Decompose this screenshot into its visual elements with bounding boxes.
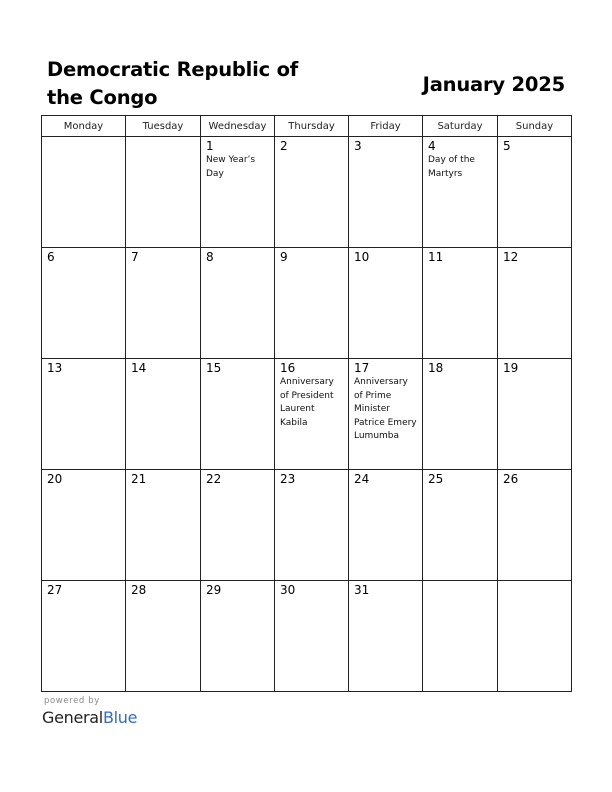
day-cell: [126, 359, 201, 470]
day-number: 24: [354, 472, 370, 486]
day-cell: [349, 137, 423, 248]
weekday-header: Tuesday: [126, 116, 201, 137]
day-cell: [126, 248, 201, 359]
day-cell: [42, 470, 126, 581]
holiday-label: Day of the Martyrs: [428, 155, 475, 179]
day-number: 1: [206, 139, 214, 153]
day-cell: [42, 581, 126, 692]
day-number: 3: [354, 139, 362, 153]
day-number: 12: [503, 250, 519, 264]
day-cell: [42, 137, 126, 248]
day-cell: [423, 470, 498, 581]
day-number: 31: [354, 583, 370, 597]
day-cell: [498, 581, 572, 692]
day-number: 29: [206, 583, 222, 597]
day-number: 9: [280, 250, 288, 264]
day-cell: [201, 581, 275, 692]
day-number: 30: [280, 583, 296, 597]
day-cell: [498, 248, 572, 359]
holiday-label: Anniversary of President Laurent Kabila: [280, 377, 334, 428]
day-number: 28: [131, 583, 147, 597]
day-number: 19: [503, 361, 519, 375]
day-cell: [275, 470, 349, 581]
day-number: 25: [428, 472, 444, 486]
day-number: 8: [206, 250, 214, 264]
day-cell: [42, 359, 126, 470]
weekday-header: Saturday: [423, 116, 498, 137]
day-cell: [201, 137, 275, 248]
day-number: 15: [206, 361, 222, 375]
day-number: 21: [131, 472, 147, 486]
day-number: 11: [428, 250, 444, 264]
footer-branding: [42, 695, 137, 728]
brand-part2: Blue: [102, 708, 138, 727]
calendar-grid: [41, 115, 572, 692]
day-cell: [126, 137, 201, 248]
day-cell: [201, 359, 275, 470]
day-cell: [423, 248, 498, 359]
day-number: 2: [280, 139, 288, 153]
weekday-header: Thursday: [275, 116, 349, 137]
week-row: [42, 581, 572, 692]
holiday-label: Anniversary of Prime Minister Patrice Emery Lumumba: [354, 377, 417, 441]
day-cell: [349, 470, 423, 581]
day-cell: [498, 470, 572, 581]
day-cell: [349, 359, 423, 470]
day-number: 26: [503, 472, 519, 486]
weekday-header: Friday: [349, 116, 423, 137]
day-cell: [201, 248, 275, 359]
week-row: [42, 248, 572, 359]
generalblue-logo[interactable]: [42, 708, 137, 728]
day-cell: [498, 359, 572, 470]
day-number: 5: [503, 139, 511, 153]
week-row: [42, 470, 572, 581]
day-number: 7: [131, 250, 139, 264]
day-number: 20: [47, 472, 63, 486]
weekday-header-row: [42, 116, 572, 137]
holiday-label: New Year’s Day: [206, 155, 256, 179]
day-number: 27: [47, 583, 63, 597]
day-number: 18: [428, 361, 444, 375]
day-number: 17: [354, 361, 370, 375]
day-number: 22: [206, 472, 222, 486]
month-year-title: January 2025: [422, 73, 565, 96]
day-number: 16: [280, 361, 296, 375]
week-row: [42, 359, 572, 470]
day-number: 23: [280, 472, 296, 486]
day-number: 14: [131, 361, 147, 375]
day-cell: [498, 137, 572, 248]
day-cell: [201, 470, 275, 581]
day-cell: [126, 470, 201, 581]
day-number: 13: [47, 361, 63, 375]
week-row: [42, 137, 572, 248]
day-cell: [349, 581, 423, 692]
day-cell: [423, 137, 498, 248]
day-cell: [423, 359, 498, 470]
weekday-header: Wednesday: [201, 116, 275, 137]
weekday-header: Sunday: [498, 116, 572, 137]
day-cell: [349, 248, 423, 359]
day-number: 10: [354, 250, 370, 264]
day-cell: [42, 248, 126, 359]
day-cell: [275, 581, 349, 692]
day-number: 6: [47, 250, 55, 264]
day-number: 4: [428, 139, 436, 153]
weekday-header: Monday: [42, 116, 126, 137]
day-cell: [126, 581, 201, 692]
brand-part1: General: [42, 708, 103, 727]
day-cell: [275, 137, 349, 248]
country-title: Democratic Republic of the Congo: [47, 58, 299, 109]
powered-by-text: powered by: [44, 696, 100, 706]
day-cell: [275, 248, 349, 359]
day-cell: [275, 359, 349, 470]
day-cell: [423, 581, 498, 692]
